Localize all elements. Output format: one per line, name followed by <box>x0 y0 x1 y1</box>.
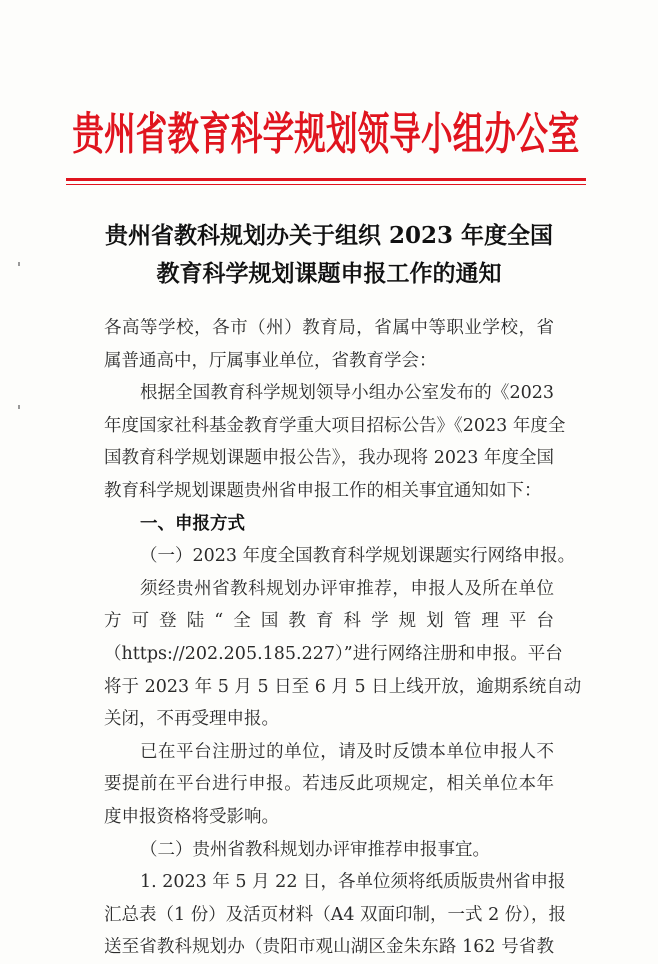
body-line: （二）贵州省教科规划办评审推荐申报事宜。 <box>140 839 490 860</box>
body-line: 年度国家社科基金教育学重大项目招标公告》《2023 年度全 <box>104 415 566 436</box>
body-line: 1. 2023 年 5 月 22 日，各单位须将纸质版贵州省申报 <box>140 872 566 893</box>
body-line: 属普通高中，厅属事业单位，省教育学会： <box>104 350 437 371</box>
body-line: 须经贵州省教科规划办评审推荐，申报人及所在单位 <box>140 578 554 599</box>
letterhead-org-name: 贵州省教育科学规划领导小组办公室 <box>72 108 580 161</box>
body-line: 已在平台注册过的单位，请及时反馈本单位申报人不 <box>140 741 554 762</box>
document-body <box>104 312 582 964</box>
body-line: （一）2023 年度全国教育科学规划课题实行网络申报。 <box>140 546 576 567</box>
body-line: 汇总表（1 份）及活页材料（A4 双面印制，一式 2 份），报 <box>104 904 567 925</box>
body-line: 根据全国教育科学规划领导小组办公室发布的《2023 <box>140 383 554 404</box>
body-line: 要提前在平台进行申报。若违反此项规定，相关单位本年 <box>104 774 554 795</box>
document-title-line-1: 贵州省教科规划办关于组织 2023 年度全国 <box>104 222 554 249</box>
document-title-line-2: 教育科学规划课题申报工作的通知 <box>156 260 502 287</box>
body-line: （https://202.205.185.227）”进行网络注册和申报。平台 <box>104 643 563 664</box>
scan-mark <box>18 262 20 266</box>
scan-mark <box>18 405 20 409</box>
body-line: 各高等学校，各市（州）教育局，省属中等职业学校，省 <box>104 318 554 338</box>
body-line: 教育科学规划课题贵州省申报工作的相关事宜通知如下： <box>104 480 542 501</box>
letterhead-rule-thin <box>66 184 586 185</box>
body-line: 度申报资格将受影响。 <box>104 806 279 827</box>
body-line: 方可登陆“全国教育科学规划管理平台 <box>104 611 554 632</box>
body-line: 关闭，不再受理申报。 <box>104 709 279 730</box>
body-line: 送至省教科规划办（贵阳市观山湖区金朱东路 162 号省教 <box>104 937 554 958</box>
letterhead-rule-thick <box>66 178 586 181</box>
body-line: 国教育科学规划课题申报公告》，我办现将 2023 年度全国 <box>104 448 554 469</box>
section-heading: 一、申报方式 <box>140 513 245 534</box>
body-line: 将于 2023 年 5 月 5 日至 6 月 5 日上线开放，逾期系统自动 <box>104 676 582 697</box>
